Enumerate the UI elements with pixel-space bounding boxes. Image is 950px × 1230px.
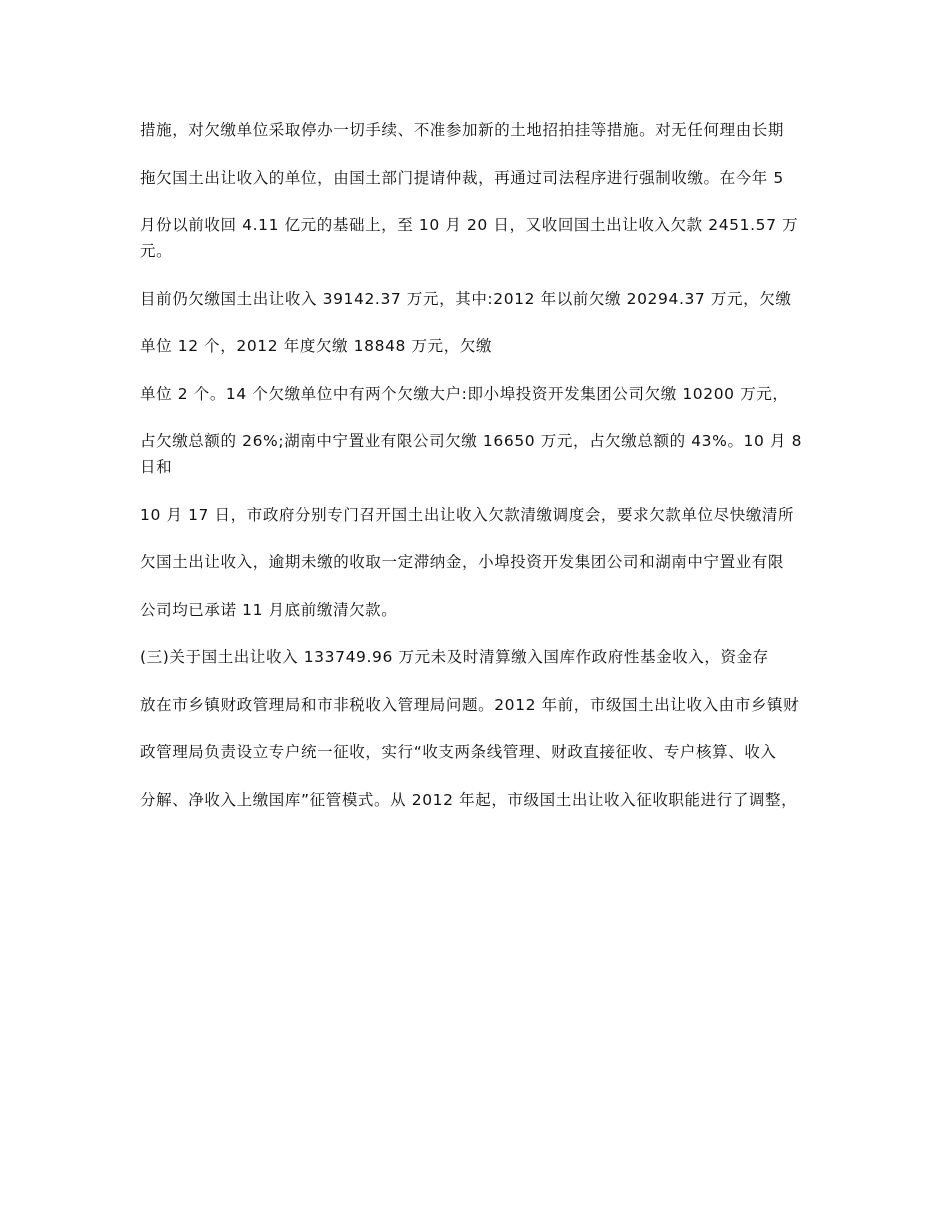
paragraph: 放在市乡镇财政管理局和市非税收入管理局问题。2012 年前，市级国土出让收入由市乡镇财 xyxy=(140,695,800,714)
paragraph: 占欠缴总额的 26%;湖南中宁置业有限公司欠缴 16650 万元，占欠缴总额的 43%。10 月 8 日和 xyxy=(140,432,803,476)
document-body xyxy=(140,117,818,834)
paragraph: 政管理局负责设立专户统一征收，实行“收支两条线管理、财政直接征收、专户核算、收入 xyxy=(140,743,777,761)
paragraph: 拖欠国土出让收入的单位，由国土部门提请仲裁，再通过司法程序进行强制收缴。在今年 5 xyxy=(140,168,784,187)
paragraph: 月份以前收回 4.11 亿元的基础上，至 10 月 20 日，又收回国土出让收入欠款 2451.57 万元。 xyxy=(140,216,799,260)
paragraph: 公司均已承诺 11 月底前缴清欠款。 xyxy=(140,600,398,619)
paragraph: 分解、净收入上缴国库”征管模式。从 2012 年起，市级国土出让收入征收职能进行了调整， xyxy=(140,790,798,809)
paragraph: (三)关于国土出让收入 133749.96 万元未及时清算缴入国库作政府性基金收入，资金存 xyxy=(140,648,769,666)
paragraph: 目前仍欠缴国土出让收入 39142.37 万元，其中:2012 年以前欠缴 20294.37 万元，欠缴 xyxy=(140,289,792,308)
paragraph: 欠国土出让收入，逾期未缴的收取一定滞纳金，小埠投资开发集团公司和湖南中宁置业有限 xyxy=(140,553,785,571)
paragraph: 措施，对欠缴单位采取停办一切手续、不准参加新的土地招拍挂等措施。对无任何理由长期 xyxy=(140,121,785,139)
paragraph: 10 月 17 日，市政府分别专门召开国土出让收入欠款清缴调度会，要求欠款单位尽快缴清所 xyxy=(140,505,795,524)
paragraph: 单位 12 个，2012 年度欠缴 18848 万元，欠缴 xyxy=(140,337,493,355)
paragraph: 单位 2 个。14 个欠缴单位中有两个欠缴大户:即小埠投资开发集团公司欠缴 10200 万元， xyxy=(140,384,789,403)
